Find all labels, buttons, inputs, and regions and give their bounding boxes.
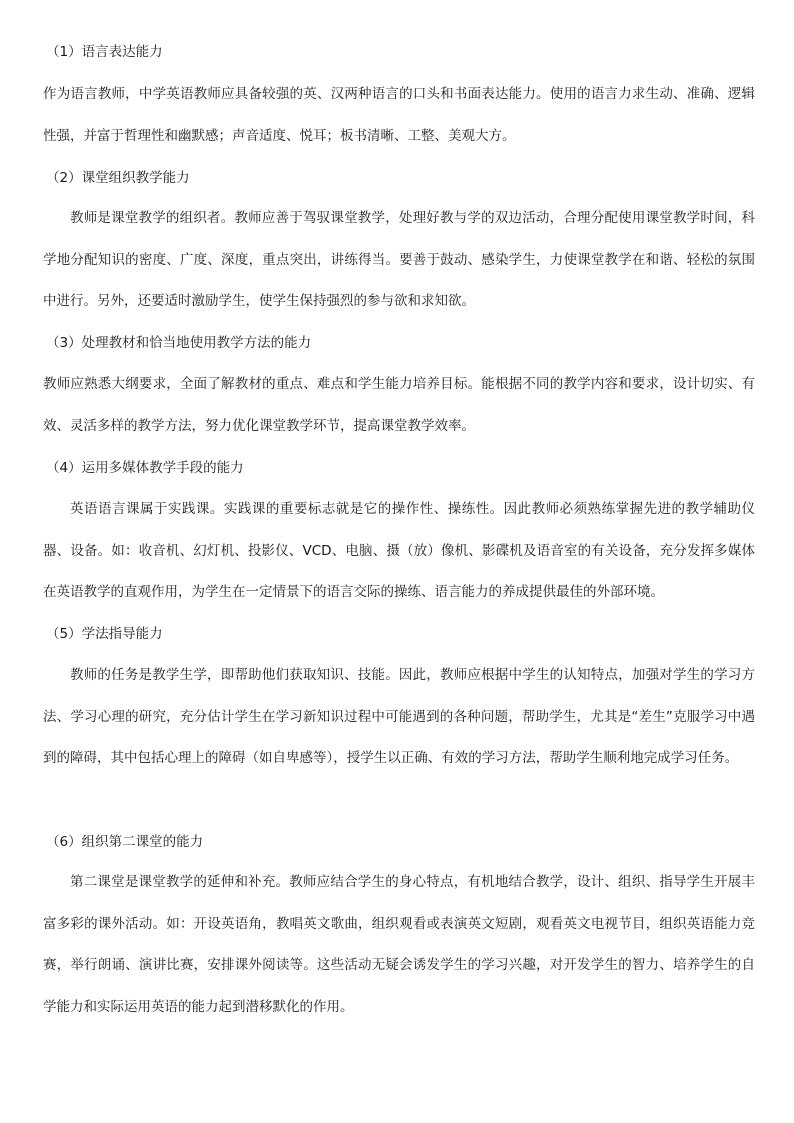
section-1-paragraph: 作为语言教师，中学英语教师应具备较强的英、汉两种语言的口头和书面表达能力。使用的语言力求生动、准确、逻辑性强，并富于哲理性和幽默感；声音适度、悦耳；板书清晰、工整、美观大方。 bbox=[43, 86, 755, 144]
section-3-paragraph: 教师应熟悉大纲要求，全面了解教材的重点、难点和学生能力培养目标。能根据不同的教学内容和要求，设计切实、有效、灵活多样的教学方法，努力优化课堂教学环节，提高课堂教学效率。 bbox=[43, 376, 755, 434]
section-3-heading: （3）处理教材和恰当地使用教学方法的能力 bbox=[46, 335, 312, 351]
section-6-heading: （6）组织第二课堂的能力 bbox=[46, 834, 204, 850]
section-5-paragraph: 教师的任务是教学生学，即帮助他们获取知识、技能。因此，教师应根据中学生的认知特点，加强对学生的学习方法、学习心理的研究，充分估计学生在学习新知识过程中可能遇到的各种问题，帮助学生，尤其是“差生”克服学习中遇到的障碍，其中包括心理上的障碍（如自卑感等），授学生以正确、有效的学习方法，帮助学生顺利地完成学习任务。 bbox=[43, 667, 755, 766]
section-1-heading: （1）语言表达能力 bbox=[46, 44, 163, 60]
section-6-paragraph: 第二课堂是课堂教学的延伸和补充。教师应结合学生的身心特点，有机地结合教学，设计、组织、指导学生开展丰富多彩的课外活动。如：开设英语角，教唱英文歌曲，组织观看或表演英文短剧，观看英文电视节目，组织英语能力竞赛，举行朗诵、演讲比赛，安排课外阅读等。这些活动无疑会诱发学生的学习兴趣，对开发学生的智力、培养学生的自学能力和实际运用英语的能力起到潜移默化的作用。 bbox=[43, 874, 755, 1015]
section-2-paragraph: 教师是课堂教学的组织者。教师应善于驾驭课堂教学，处理好教与学的双边活动，合理分配使用课堂教学时间，科学地分配知识的密度、广度、深度，重点突出，讲练得当。要善于鼓动、感染学生，力使课堂教学在和谐、轻松的氛围中进行。另外，还要适时激励学生，使学生保持强烈的参与欲和求知欲。 bbox=[43, 210, 755, 309]
section-2-heading: （2）课堂组织教学能力 bbox=[46, 170, 190, 186]
section-5-heading: （5）学法指导能力 bbox=[46, 626, 163, 642]
section-4-heading: （4）运用多媒体教学手段的能力 bbox=[46, 460, 244, 476]
section-4-paragraph: 英语语言课属于实践课。实践课的重要标志就是它的操作性、操练性。因此教师必须熟练掌握先进的教学辅助仪器、设备。如：收音机、幻灯机、投影仪、VCD、电脑、摄（放）像机、影碟机及语音室的有关设备，充分发挥多媒体在英语教学的直观作用，为学生在一定情景下的语言交际的操练、语言能力的养成提供最佳的外部环境。 bbox=[43, 501, 755, 600]
